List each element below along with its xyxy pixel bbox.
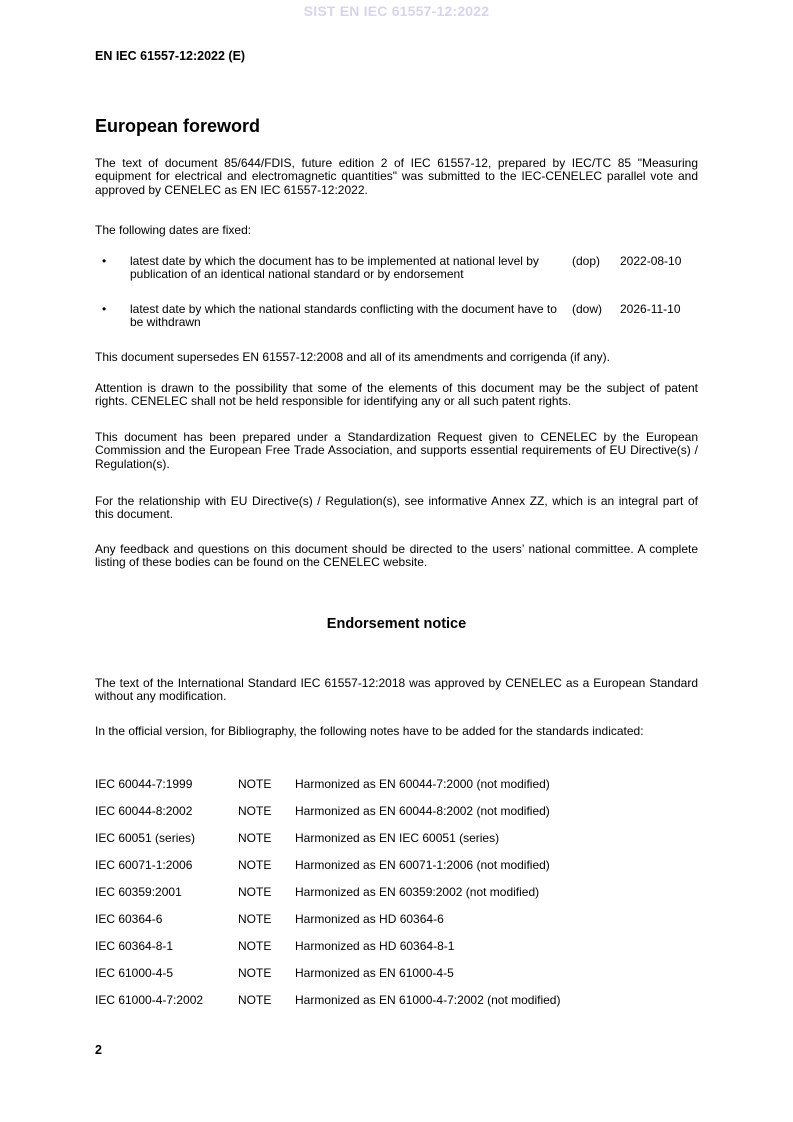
note-label: NOTE — [238, 777, 272, 791]
standard-ref: IEC 60364-8-1 — [95, 939, 174, 953]
date-code: (dow) — [572, 302, 603, 316]
standard-ref: IEC 60044-8:2002 — [95, 804, 193, 818]
note-label: NOTE — [238, 885, 272, 899]
harmonized-text: Harmonized as HD 60364-6 — [295, 912, 444, 926]
harmonized-text: Harmonized as EN 61000-4-7:2002 (not modified) — [295, 993, 561, 1007]
feedback-paragraph: Any feedback and questions on this document should be directed to the users’ national committee. A complete listing of these bodies can be found on the CENELEC website. — [95, 542, 698, 570]
date-row-dow — [95, 303, 698, 333]
bullet-icon: • — [102, 254, 107, 268]
harmonized-text: Harmonized as EN 60071-1:2006 (not modified) — [295, 858, 550, 872]
page-title: European foreword — [95, 116, 261, 136]
standard-ref: IEC 60071-1:2006 — [95, 858, 193, 872]
note-label: NOTE — [238, 858, 272, 872]
date-value: 2026-11-10 — [620, 302, 681, 316]
note-label: NOTE — [238, 939, 272, 953]
standard-ref: IEC 60044-7:1999 — [95, 777, 193, 791]
date-code: (dop) — [572, 254, 601, 268]
standardization-paragraph: This document has been prepared under a Standardization Request given to CENELEC by the European Commission and the European Free Trade Association, and supports essential requirements of EU Directive(s) / Regulation(s). — [95, 430, 698, 471]
harmonized-text: Harmonized as HD 60364-8-1 — [295, 939, 455, 953]
annex-paragraph: For the relationship with EU Directive(s) / Regulation(s), see informative Annex ZZ, which is an integral part of this document. — [95, 494, 698, 522]
date-description: latest date by which the national standards conflicting with the document have to be withdrawn — [130, 302, 557, 330]
date-description: latest date by which the document has to be implemented at national level by publication of an identical national standard or by endorsement — [130, 254, 539, 282]
document-header: EN IEC 61557-12:2022 (E) — [95, 49, 246, 63]
bibliography-row — [95, 858, 698, 874]
supersedes-paragraph: This document supersedes EN 61557-12:2008 and all of its amendments and corrigenda (if any). — [95, 350, 610, 364]
standard-ref: IEC 60359:2001 — [95, 885, 182, 899]
intro-paragraph: The text of document 85/644/FDIS, future edition 2 of IEC 61557-12, prepared by IEC/TC 85 "Measuring equipment for electrical and electromagnetic quantities" was submitted to the IEC-CENELEC parallel vote and approved by CENELEC as EN IEC 61557-12:2022. — [95, 156, 698, 197]
bibliography-intro: In the official version, for Bibliography, the following notes have to be added for the standards indicated: — [95, 724, 644, 738]
bibliography-row — [95, 885, 698, 901]
bibliography-row — [95, 777, 698, 793]
endorsement-paragraph: The text of the International Standard IEC 61557-12:2018 was approved by CENELEC as a European Standard without any modification. — [95, 676, 698, 704]
watermark: SIST EN IEC 61557-12:2022 — [303, 3, 490, 19]
note-label: NOTE — [238, 804, 272, 818]
patent-paragraph: Attention is drawn to the possibility that some of the elements of this document may be the subject of patent rights. CENELEC shall not be held responsible for identifying any or all such patent rights. — [95, 381, 698, 409]
bullet-icon: • — [102, 302, 107, 316]
standard-ref: IEC 60051 (series) — [95, 831, 196, 845]
bibliography-row — [95, 993, 698, 1009]
bibliography-row — [95, 912, 698, 928]
bibliography-row — [95, 831, 698, 847]
harmonized-text: Harmonized as EN 60359:2002 (not modified) — [295, 885, 540, 899]
page-number: 2 — [95, 1043, 102, 1057]
note-label: NOTE — [238, 966, 272, 980]
date-value: 2022-08-10 — [620, 254, 682, 268]
bibliography-row — [95, 939, 698, 955]
standard-ref: IEC 60364-6 — [95, 912, 163, 926]
harmonized-text: Harmonized as EN 61000-4-5 — [295, 966, 454, 980]
note-label: NOTE — [238, 831, 272, 845]
harmonized-text: Harmonized as EN 60044-7:2000 (not modified) — [295, 777, 550, 791]
endorsement-title: Endorsement notice — [326, 616, 467, 632]
note-label: NOTE — [238, 912, 272, 926]
bibliography-row — [95, 804, 698, 820]
standard-ref: IEC 61000-4-7:2002 — [95, 993, 204, 1007]
note-label: NOTE — [238, 993, 272, 1007]
harmonized-text: Harmonized as EN IEC 60051 (series) — [295, 831, 500, 845]
dates-intro: The following dates are fixed: — [95, 223, 252, 237]
bibliography-row — [95, 966, 698, 982]
standard-ref: IEC 61000-4-5 — [95, 966, 174, 980]
harmonized-text: Harmonized as EN 60044-8:2002 (not modified) — [295, 804, 550, 818]
date-row-dop — [95, 255, 698, 285]
